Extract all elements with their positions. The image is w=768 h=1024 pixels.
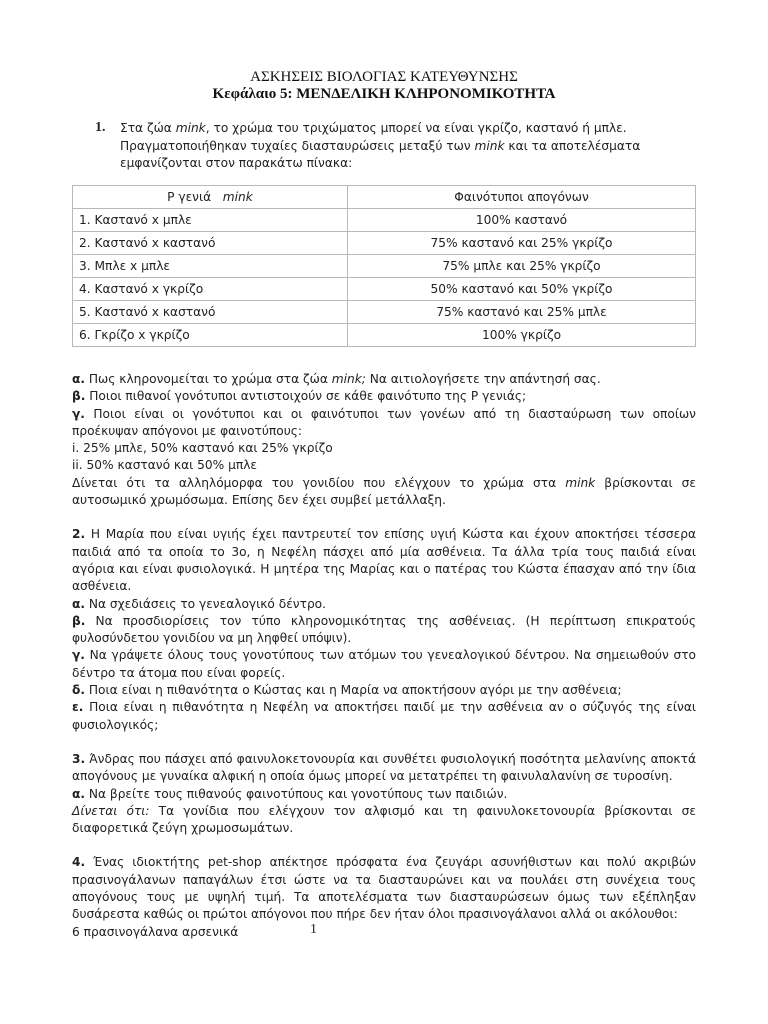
q4-intro-text: Ένας ιδιοκτήτης pet-shop απέκτησε πρόσφατα ένα ζευγάρι ασυνήθιστων και πολύ ακριβών πρασινογάλανων παπαγάλων έτσι ώστε να τα διασταυρώνει και να πουλάει στη συνέχεια τους απογόνους τους με υψηλή τιμή. Τα αποτελέσματα των διασταυρώσεων όμως των εξέπληξαν δυσάρεστα καθώς οι πρώτοι απόγονοι που πήρε δεν ήταν όλοι πρασινογάλανοι αλλά οι ακόλουθοι: <box>72 855 696 922</box>
given-text: βρίσκονται σε αυτοσωμικό χρωμόσωμα. Επίσης δεν έχει συμβεί μετάλλαξη. <box>72 475 696 508</box>
part-label: β. <box>72 389 86 404</box>
q1-intro-b: , το χρώμα του τριχώματος μπορεί να είναι γκρίζο, καστανό ή μπλε. Πραγματοποιήθηκαν τυχαίες διασταυρώσεις μεταξύ των <box>120 121 627 153</box>
q2-intro-text: Η Μαρία που είναι υγιής έχει παντρευτεί τον επίσης υγιή Κώστα και έχουν αποκτήσει τέσσερα παιδιά από τα οποία το 3ο, η Νεφέλη πάσχει από μία ασθένεια. Τα άλλα τρία τους παιδιά είναι αγόρια και είναι φυσιολογικά. Η μητέρα της Μαρίας και ο πατέρας του Κώστα έπασχαν από την ίδια ασθένεια. <box>72 527 696 594</box>
table-row <box>73 301 696 324</box>
document-title: ΑΣΚΗΣΕΙΣ ΒΙΟΛΟΓΙΑΣ ΚΑΤΕΥΘΥΝΣΗΣ <box>250 69 518 85</box>
question-3-number: 3. <box>72 751 86 766</box>
q1-part-a <box>72 371 696 388</box>
part-label: ε. <box>72 700 84 715</box>
q4-intro <box>72 854 696 923</box>
part-label: β. <box>72 613 86 628</box>
part-label: α. <box>72 786 86 801</box>
q1-part-g <box>72 406 696 441</box>
cross-cell: 3. Μπλε x μπλε <box>73 255 348 278</box>
part-label: α. <box>72 372 86 386</box>
cross-cell: 1. Καστανό x μπλε <box>73 209 348 232</box>
part-label: γ. <box>72 406 85 421</box>
given-mink: mink <box>565 475 596 490</box>
q2-part-b <box>72 613 696 648</box>
table-row <box>73 255 696 278</box>
q1-intro-c: και τα αποτελέσματα εμφανίζονται στον παρακάτω πίνακα: <box>120 138 641 170</box>
question-1-number: 1. <box>95 120 106 135</box>
part-label: δ. <box>72 683 86 698</box>
q1-mink-2: mink <box>474 138 505 153</box>
q2-intro <box>72 526 696 595</box>
q3-given <box>72 803 696 838</box>
result-cell: 100% γκρίζο <box>348 324 696 347</box>
cross-cell: 6. Γκρίζο x γκρίζο <box>73 324 348 347</box>
q3-part-a <box>72 786 696 803</box>
part-text: Πως κληρονομείται το χρώμα στα ζώα <box>85 372 332 386</box>
q2-part-e <box>72 699 696 734</box>
part-text: Να βρείτε τους πιθανούς φαινοτύπους και γονοτύπους των παιδιών. <box>85 786 508 801</box>
given-text: Τα γονίδια που ελέγχουν τον αλφισμό και τη φαινυλοκετονουρία βρίσκονται σε διαφορετικά ζεύγη χρωμοσωμάτων. <box>72 803 696 836</box>
page-number: 1 <box>310 922 317 937</box>
q1-part-ii: ii. 50% καστανό και 50% μπλε <box>72 458 258 473</box>
part-text: Ποια είναι η πιθανότητα ο Κώστας και η Μαρία να αποκτήσουν αγόρι με την ασθένεια; <box>85 683 622 698</box>
header-mink-label: mink <box>222 190 253 204</box>
q2-part-a <box>72 596 696 613</box>
q2-part-d <box>72 682 696 699</box>
part-label: γ. <box>72 648 85 663</box>
crosses-table <box>72 185 696 347</box>
part-label: α. <box>72 596 86 611</box>
result-cell: 100% καστανό <box>348 209 696 232</box>
table-row <box>73 324 696 347</box>
header-p-label: P γενιά <box>167 190 212 204</box>
part-text: Ποιοι είναι οι γονότυποι και οι φαινότυποι των γονέων από τη διασταύρωση των οποίων προέκυψαν απόγονοι με φαινοτύπους: <box>72 406 696 438</box>
header-p-generation <box>73 186 348 209</box>
part-text: Ποια είναι η πιθανότητα η Νεφέλη να αποκτήσει παιδί με την ασθένεια αν ο σύζυγός της είναι φυσιολογικός; <box>72 700 696 732</box>
q1-intro-a: Στα ζώα <box>120 121 176 135</box>
table-row <box>73 278 696 301</box>
result-cell: 75% καστανό και 25% μπλε <box>348 301 696 324</box>
q2-part-g <box>72 647 696 682</box>
result-cell: 75% μπλε και 25% γκρίζο <box>348 255 696 278</box>
part-text: Να σχεδιάσεις το γενεαλογικό δέντρο. <box>85 596 327 611</box>
q1-a-mink: mink; <box>331 372 366 386</box>
question-4-number: 4. <box>72 855 86 870</box>
part-text: Να γράψετε όλους τους γονοτύπους των ατόμων του γενεαλογικού δέντρου. Να σημειωθούν στο δέντρο τα άτομα που είναι φορείς. <box>72 648 696 680</box>
header-offspring: Φαινότυποι απογόνων <box>348 186 696 209</box>
cross-cell: 5. Καστανό x καστανό <box>73 301 348 324</box>
result-cell: 75% καστανό και 25% γκρίζο <box>348 232 696 255</box>
table-row <box>73 209 696 232</box>
chapter-title: Κεφάλαιο 5: ΜΕΝΔΕΛΙΚΗ ΚΛΗΡΟΝΟΜΙΚΟΤΗΤΑ <box>212 86 556 102</box>
table-row <box>73 232 696 255</box>
q1-given <box>72 475 696 510</box>
cross-cell: 2. Καστανό x καστανό <box>73 232 348 255</box>
cross-cell: 4. Καστανό x γκρίζο <box>73 278 348 301</box>
part-text: Να αιτιολογήσετε την απάντησή σας. <box>365 372 601 386</box>
q3-intro <box>72 751 696 786</box>
question-2-number: 2. <box>72 527 86 542</box>
part-text: Ποιοι πιθανοί γονότυποι αντιστοιχούν σε κάθε φαινότυπο της P γενιάς; <box>85 389 527 404</box>
given-text: Δίνεται ότι τα αλληλόμορφα του γονιδίου που ελέγχουν το χρώμα στα <box>72 475 566 490</box>
question-1-intro <box>120 120 700 173</box>
questions-body <box>72 371 696 941</box>
q4-line-1: 6 πρασινογάλανα αρσενικά <box>72 924 239 939</box>
given-label: Δίνεται ότι: <box>72 803 150 818</box>
table-header-row <box>73 186 696 209</box>
q1-part-b <box>72 388 696 405</box>
q3-intro-text: Άνδρας που πάσχει από φαινυλοκετονουρία και συνθέτει φυσιολογική ποσότητα μελανίνης αποκτά απογόνους με γυναίκα αλφική η οποία όμως μπορεί να μετατρέπει τη φαινυλαλανίνη σε τυροσίνη. <box>72 751 696 784</box>
q1-mink-1: mink <box>175 121 206 135</box>
part-text: Να προσδιορίσεις τον τύπο κληρονομικότητας της ασθένειας. (Η περίπτωση επικρατούς φυλοσύνδετου γονιδίου να μη ληφθεί υπόψιν). <box>72 613 696 646</box>
q1-part-i: i. 25% μπλε, 50% καστανό και 25% γκρίζο <box>72 441 333 456</box>
result-cell: 50% καστανό και 50% γκρίζο <box>348 278 696 301</box>
